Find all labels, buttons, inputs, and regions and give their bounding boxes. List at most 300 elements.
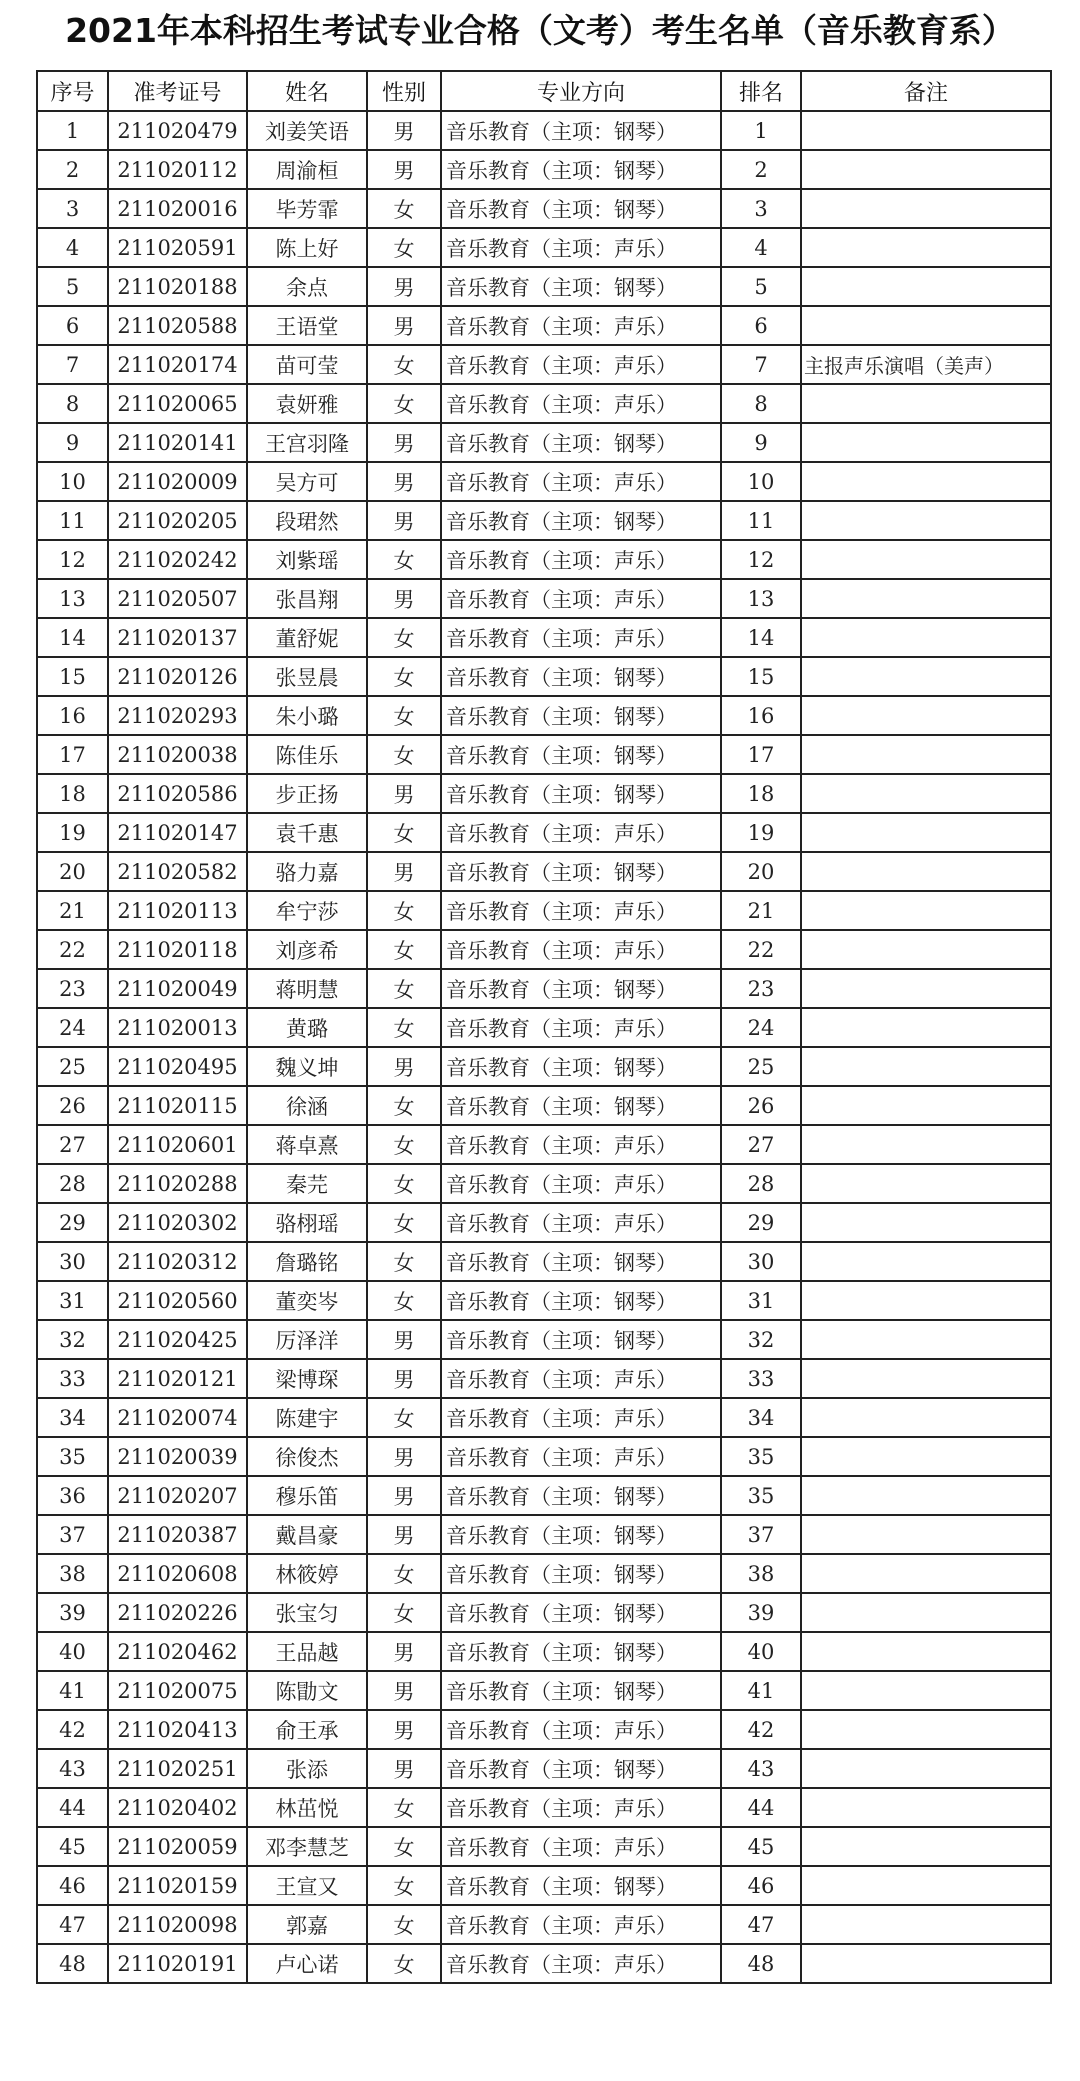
cell-exam-id: 211020009 [108, 462, 247, 501]
cell-note [801, 930, 1051, 969]
cell-exam-id: 211020059 [108, 1827, 247, 1866]
cell-rank: 35 [721, 1476, 801, 1515]
cell-note [801, 1164, 1051, 1203]
cell-major: 音乐教育（主项：声乐） [441, 1437, 721, 1476]
cell-rank: 41 [721, 1671, 801, 1710]
cell-rank: 5 [721, 267, 801, 306]
cell-seq: 17 [37, 735, 108, 774]
cell-major: 音乐教育（主项：钢琴） [441, 189, 721, 228]
cell-gender: 女 [367, 1554, 441, 1593]
cell-seq: 24 [37, 1008, 108, 1047]
table-row [37, 618, 1051, 657]
cell-seq: 31 [37, 1281, 108, 1320]
cell-note: 主报声乐演唱（美声） [801, 345, 1051, 384]
cell-note [801, 540, 1051, 579]
cell-gender: 男 [367, 579, 441, 618]
cell-rank: 1 [721, 111, 801, 150]
column-header-name: 姓名 [247, 71, 367, 111]
cell-note [801, 1515, 1051, 1554]
table-row [37, 384, 1051, 423]
cell-major: 音乐教育（主项：声乐） [441, 1788, 721, 1827]
cell-major: 音乐教育（主项：钢琴） [441, 735, 721, 774]
cell-gender: 男 [367, 1320, 441, 1359]
cell-major: 音乐教育（主项：钢琴） [441, 423, 721, 462]
cell-note [801, 1320, 1051, 1359]
cell-rank: 16 [721, 696, 801, 735]
cell-exam-id: 211020205 [108, 501, 247, 540]
cell-gender: 男 [367, 1710, 441, 1749]
cell-seq: 21 [37, 891, 108, 930]
cell-major: 音乐教育（主项：钢琴） [441, 1671, 721, 1710]
cell-note [801, 1944, 1051, 1983]
table-row [37, 1632, 1051, 1671]
cell-rank: 19 [721, 813, 801, 852]
cell-gender: 女 [367, 1827, 441, 1866]
cell-seq: 43 [37, 1749, 108, 1788]
table-row [37, 1203, 1051, 1242]
document-title: 2021年本科招生考试专业合格（文考）考生名单（音乐教育系） [65, 11, 1015, 50]
cell-name: 董舒妮 [247, 618, 367, 657]
cell-exam-id: 211020425 [108, 1320, 247, 1359]
cell-rank: 37 [721, 1515, 801, 1554]
cell-rank: 45 [721, 1827, 801, 1866]
cell-major: 音乐教育（主项：声乐） [441, 891, 721, 930]
cell-name: 牟宁莎 [247, 891, 367, 930]
cell-note [801, 111, 1051, 150]
cell-note [801, 1905, 1051, 1944]
cell-exam-id: 211020174 [108, 345, 247, 384]
cell-note [801, 267, 1051, 306]
table-row [37, 1125, 1051, 1164]
cell-note [801, 1437, 1051, 1476]
cell-gender: 女 [367, 1008, 441, 1047]
cell-exam-id: 211020601 [108, 1125, 247, 1164]
cell-exam-id: 211020126 [108, 657, 247, 696]
cell-gender: 女 [367, 1905, 441, 1944]
table-row [37, 1788, 1051, 1827]
cell-gender: 男 [367, 150, 441, 189]
table-row [37, 1476, 1051, 1515]
table-row [37, 267, 1051, 306]
cell-seq: 26 [37, 1086, 108, 1125]
cell-exam-id: 211020039 [108, 1437, 247, 1476]
cell-note [801, 1203, 1051, 1242]
table-row [37, 1671, 1051, 1710]
candidate-table [36, 70, 1052, 1984]
cell-major: 音乐教育（主项：钢琴） [441, 1515, 721, 1554]
cell-major: 音乐教育（主项：声乐） [441, 1827, 721, 1866]
table-row [37, 1164, 1051, 1203]
cell-rank: 42 [721, 1710, 801, 1749]
cell-gender: 女 [367, 1866, 441, 1905]
cell-exam-id: 211020402 [108, 1788, 247, 1827]
column-header-exam-id: 准考证号 [108, 71, 247, 111]
cell-seq: 36 [37, 1476, 108, 1515]
cell-name: 秦芫 [247, 1164, 367, 1203]
cell-gender: 女 [367, 1242, 441, 1281]
cell-seq: 25 [37, 1047, 108, 1086]
cell-gender: 女 [367, 696, 441, 735]
cell-note [801, 1632, 1051, 1671]
cell-exam-id: 211020065 [108, 384, 247, 423]
table-row [37, 1593, 1051, 1632]
table-header-row [37, 71, 1051, 111]
cell-exam-id: 211020591 [108, 228, 247, 267]
cell-rank: 20 [721, 852, 801, 891]
cell-note [801, 735, 1051, 774]
cell-rank: 31 [721, 1281, 801, 1320]
cell-name: 刘彦希 [247, 930, 367, 969]
table-row [37, 1281, 1051, 1320]
cell-major: 音乐教育（主项：钢琴） [441, 696, 721, 735]
cell-name: 厉泽洋 [247, 1320, 367, 1359]
cell-rank: 29 [721, 1203, 801, 1242]
cell-rank: 28 [721, 1164, 801, 1203]
cell-note [801, 891, 1051, 930]
cell-rank: 10 [721, 462, 801, 501]
cell-rank: 25 [721, 1047, 801, 1086]
cell-rank: 11 [721, 501, 801, 540]
table-row [37, 579, 1051, 618]
column-header-note: 备注 [801, 71, 1051, 111]
cell-seq: 14 [37, 618, 108, 657]
cell-gender: 男 [367, 111, 441, 150]
cell-note [801, 852, 1051, 891]
cell-exam-id: 211020462 [108, 1632, 247, 1671]
table-row [37, 189, 1051, 228]
cell-exam-id: 211020013 [108, 1008, 247, 1047]
cell-gender: 女 [367, 1944, 441, 1983]
cell-rank: 12 [721, 540, 801, 579]
cell-gender: 女 [367, 345, 441, 384]
cell-major: 音乐教育（主项：声乐） [441, 1710, 721, 1749]
cell-gender: 女 [367, 540, 441, 579]
cell-name: 余点 [247, 267, 367, 306]
cell-name: 王品越 [247, 1632, 367, 1671]
cell-gender: 男 [367, 1515, 441, 1554]
cell-seq: 38 [37, 1554, 108, 1593]
cell-note [801, 189, 1051, 228]
cell-note [801, 1788, 1051, 1827]
cell-seq: 1 [37, 111, 108, 150]
cell-name: 詹璐铭 [247, 1242, 367, 1281]
cell-major: 音乐教育（主项：钢琴） [441, 1242, 721, 1281]
cell-major: 音乐教育（主项：声乐） [441, 540, 721, 579]
cell-exam-id: 211020115 [108, 1086, 247, 1125]
cell-major: 音乐教育（主项：钢琴） [441, 1476, 721, 1515]
cell-exam-id: 211020495 [108, 1047, 247, 1086]
cell-major: 音乐教育（主项：钢琴） [441, 1632, 721, 1671]
table-row [37, 540, 1051, 579]
cell-exam-id: 211020207 [108, 1476, 247, 1515]
cell-note [801, 618, 1051, 657]
cell-rank: 9 [721, 423, 801, 462]
cell-name: 徐涵 [247, 1086, 367, 1125]
cell-note [801, 1593, 1051, 1632]
cell-note [801, 969, 1051, 1008]
column-header-gender: 性别 [367, 71, 441, 111]
cell-seq: 28 [37, 1164, 108, 1203]
column-header-rank: 排名 [721, 71, 801, 111]
cell-name: 邓李慧芝 [247, 1827, 367, 1866]
cell-exam-id: 211020226 [108, 1593, 247, 1632]
cell-name: 卢心诺 [247, 1944, 367, 1983]
cell-seq: 13 [37, 579, 108, 618]
cell-exam-id: 211020507 [108, 579, 247, 618]
cell-rank: 38 [721, 1554, 801, 1593]
cell-rank: 43 [721, 1749, 801, 1788]
cell-rank: 27 [721, 1125, 801, 1164]
cell-rank: 24 [721, 1008, 801, 1047]
cell-name: 林茁悦 [247, 1788, 367, 1827]
cell-seq: 44 [37, 1788, 108, 1827]
cell-seq: 29 [37, 1203, 108, 1242]
cell-name: 骆栩瑶 [247, 1203, 367, 1242]
cell-note [801, 813, 1051, 852]
cell-gender: 男 [367, 267, 441, 306]
cell-seq: 18 [37, 774, 108, 813]
cell-exam-id: 211020312 [108, 1242, 247, 1281]
cell-gender: 男 [367, 462, 441, 501]
cell-gender: 女 [367, 1203, 441, 1242]
cell-name: 董奕岑 [247, 1281, 367, 1320]
table-row [37, 501, 1051, 540]
cell-gender: 女 [367, 1281, 441, 1320]
cell-note [801, 1554, 1051, 1593]
table-row [37, 345, 1051, 384]
cell-gender: 女 [367, 1593, 441, 1632]
cell-rank: 13 [721, 579, 801, 618]
cell-gender: 男 [367, 1749, 441, 1788]
cell-seq: 48 [37, 1944, 108, 1983]
table-row [37, 1710, 1051, 1749]
cell-seq: 45 [37, 1827, 108, 1866]
cell-gender: 女 [367, 1788, 441, 1827]
table-row [37, 774, 1051, 813]
table-row [37, 930, 1051, 969]
cell-major: 音乐教育（主项：钢琴） [441, 1320, 721, 1359]
cell-exam-id: 211020188 [108, 267, 247, 306]
cell-note [801, 657, 1051, 696]
cell-rank: 4 [721, 228, 801, 267]
cell-seq: 39 [37, 1593, 108, 1632]
cell-seq: 41 [37, 1671, 108, 1710]
cell-major: 音乐教育（主项：声乐） [441, 1125, 721, 1164]
cell-note [801, 1476, 1051, 1515]
cell-major: 音乐教育（主项：钢琴） [441, 774, 721, 813]
cell-gender: 女 [367, 384, 441, 423]
cell-exam-id: 211020159 [108, 1866, 247, 1905]
table-row [37, 1320, 1051, 1359]
cell-name: 吴方可 [247, 462, 367, 501]
table-row [37, 1398, 1051, 1437]
cell-seq: 7 [37, 345, 108, 384]
cell-exam-id: 211020074 [108, 1398, 247, 1437]
cell-gender: 女 [367, 1125, 441, 1164]
cell-rank: 44 [721, 1788, 801, 1827]
cell-seq: 8 [37, 384, 108, 423]
cell-note [801, 1047, 1051, 1086]
cell-rank: 18 [721, 774, 801, 813]
cell-seq: 12 [37, 540, 108, 579]
cell-name: 陈佳乐 [247, 735, 367, 774]
cell-rank: 23 [721, 969, 801, 1008]
cell-seq: 2 [37, 150, 108, 189]
cell-gender: 女 [367, 1398, 441, 1437]
table-row [37, 306, 1051, 345]
cell-name: 段珺然 [247, 501, 367, 540]
cell-rank: 39 [721, 1593, 801, 1632]
cell-gender: 男 [367, 1476, 441, 1515]
cell-exam-id: 211020016 [108, 189, 247, 228]
cell-rank: 47 [721, 1905, 801, 1944]
cell-seq: 23 [37, 969, 108, 1008]
cell-gender: 男 [367, 1632, 441, 1671]
cell-exam-id: 211020588 [108, 306, 247, 345]
cell-name: 王语堂 [247, 306, 367, 345]
cell-gender: 男 [367, 1047, 441, 1086]
cell-seq: 34 [37, 1398, 108, 1437]
cell-seq: 22 [37, 930, 108, 969]
cell-major: 音乐教育（主项：声乐） [441, 462, 721, 501]
table-row [37, 1086, 1051, 1125]
cell-note [801, 150, 1051, 189]
table-row [37, 1944, 1051, 1983]
cell-rank: 6 [721, 306, 801, 345]
cell-seq: 6 [37, 306, 108, 345]
cell-seq: 16 [37, 696, 108, 735]
table-row [37, 423, 1051, 462]
cell-major: 音乐教育（主项：声乐） [441, 1359, 721, 1398]
cell-note [801, 579, 1051, 618]
cell-name: 步正扬 [247, 774, 367, 813]
table-row [37, 1749, 1051, 1788]
cell-note [801, 462, 1051, 501]
cell-note [801, 1086, 1051, 1125]
cell-exam-id: 211020049 [108, 969, 247, 1008]
cell-gender: 女 [367, 228, 441, 267]
cell-major: 音乐教育（主项：钢琴） [441, 1086, 721, 1125]
cell-name: 刘姜笑语 [247, 111, 367, 150]
cell-name: 蒋卓熹 [247, 1125, 367, 1164]
cell-name: 蒋明慧 [247, 969, 367, 1008]
cell-rank: 46 [721, 1866, 801, 1905]
cell-rank: 33 [721, 1359, 801, 1398]
cell-rank: 2 [721, 150, 801, 189]
table-row [37, 228, 1051, 267]
cell-seq: 5 [37, 267, 108, 306]
cell-exam-id: 211020608 [108, 1554, 247, 1593]
cell-gender: 男 [367, 1437, 441, 1476]
cell-name: 朱小璐 [247, 696, 367, 735]
cell-note [801, 1866, 1051, 1905]
cell-gender: 男 [367, 501, 441, 540]
table-row [37, 462, 1051, 501]
cell-gender: 男 [367, 1671, 441, 1710]
cell-exam-id: 211020191 [108, 1944, 247, 1983]
cell-note [801, 501, 1051, 540]
cell-rank: 48 [721, 1944, 801, 1983]
table-row [37, 696, 1051, 735]
cell-name: 黄璐 [247, 1008, 367, 1047]
cell-major: 音乐教育（主项：钢琴） [441, 657, 721, 696]
table-row [37, 1359, 1051, 1398]
cell-exam-id: 211020242 [108, 540, 247, 579]
cell-rank: 30 [721, 1242, 801, 1281]
cell-name: 毕芳霏 [247, 189, 367, 228]
cell-seq: 3 [37, 189, 108, 228]
cell-major: 音乐教育（主项：声乐） [441, 228, 721, 267]
cell-note [801, 1671, 1051, 1710]
table-row [37, 735, 1051, 774]
cell-major: 音乐教育（主项：声乐） [441, 306, 721, 345]
cell-note [801, 423, 1051, 462]
cell-name: 戴昌豪 [247, 1515, 367, 1554]
cell-seq: 9 [37, 423, 108, 462]
cell-rank: 35 [721, 1437, 801, 1476]
cell-note [801, 1281, 1051, 1320]
table-row [37, 852, 1051, 891]
cell-exam-id: 211020137 [108, 618, 247, 657]
table-row [37, 1242, 1051, 1281]
cell-note [801, 1359, 1051, 1398]
cell-seq: 30 [37, 1242, 108, 1281]
cell-major: 音乐教育（主项：钢琴） [441, 969, 721, 1008]
cell-note [801, 696, 1051, 735]
cell-seq: 37 [37, 1515, 108, 1554]
cell-major: 音乐教育（主项：钢琴） [441, 267, 721, 306]
table-row [37, 1905, 1051, 1944]
cell-name: 陈建宇 [247, 1398, 367, 1437]
table-row [37, 1827, 1051, 1866]
cell-gender: 男 [367, 1359, 441, 1398]
cell-major: 音乐教育（主项：声乐） [441, 1905, 721, 1944]
cell-major: 音乐教育（主项：声乐） [441, 1008, 721, 1047]
cell-note [801, 228, 1051, 267]
cell-exam-id: 211020251 [108, 1749, 247, 1788]
table-row [37, 150, 1051, 189]
cell-seq: 47 [37, 1905, 108, 1944]
cell-name: 张昱晨 [247, 657, 367, 696]
table-row [37, 657, 1051, 696]
cell-major: 音乐教育（主项：声乐） [441, 1164, 721, 1203]
table-row [37, 1554, 1051, 1593]
cell-exam-id: 211020038 [108, 735, 247, 774]
cell-exam-id: 211020560 [108, 1281, 247, 1320]
cell-major: 音乐教育（主项：声乐） [441, 813, 721, 852]
cell-seq: 33 [37, 1359, 108, 1398]
table-row [37, 1437, 1051, 1476]
cell-name: 陈上好 [247, 228, 367, 267]
cell-exam-id: 211020147 [108, 813, 247, 852]
table-row [37, 891, 1051, 930]
cell-name: 梁博琛 [247, 1359, 367, 1398]
table-row [37, 1008, 1051, 1047]
cell-seq: 42 [37, 1710, 108, 1749]
cell-rank: 14 [721, 618, 801, 657]
cell-name: 袁千惠 [247, 813, 367, 852]
cell-seq: 35 [37, 1437, 108, 1476]
cell-major: 音乐教育（主项：声乐） [441, 384, 721, 423]
cell-name: 俞王承 [247, 1710, 367, 1749]
cell-seq: 19 [37, 813, 108, 852]
cell-gender: 男 [367, 306, 441, 345]
cell-gender: 女 [367, 618, 441, 657]
cell-major: 音乐教育（主项：声乐） [441, 345, 721, 384]
cell-note [801, 1398, 1051, 1437]
cell-rank: 3 [721, 189, 801, 228]
cell-note [801, 1242, 1051, 1281]
